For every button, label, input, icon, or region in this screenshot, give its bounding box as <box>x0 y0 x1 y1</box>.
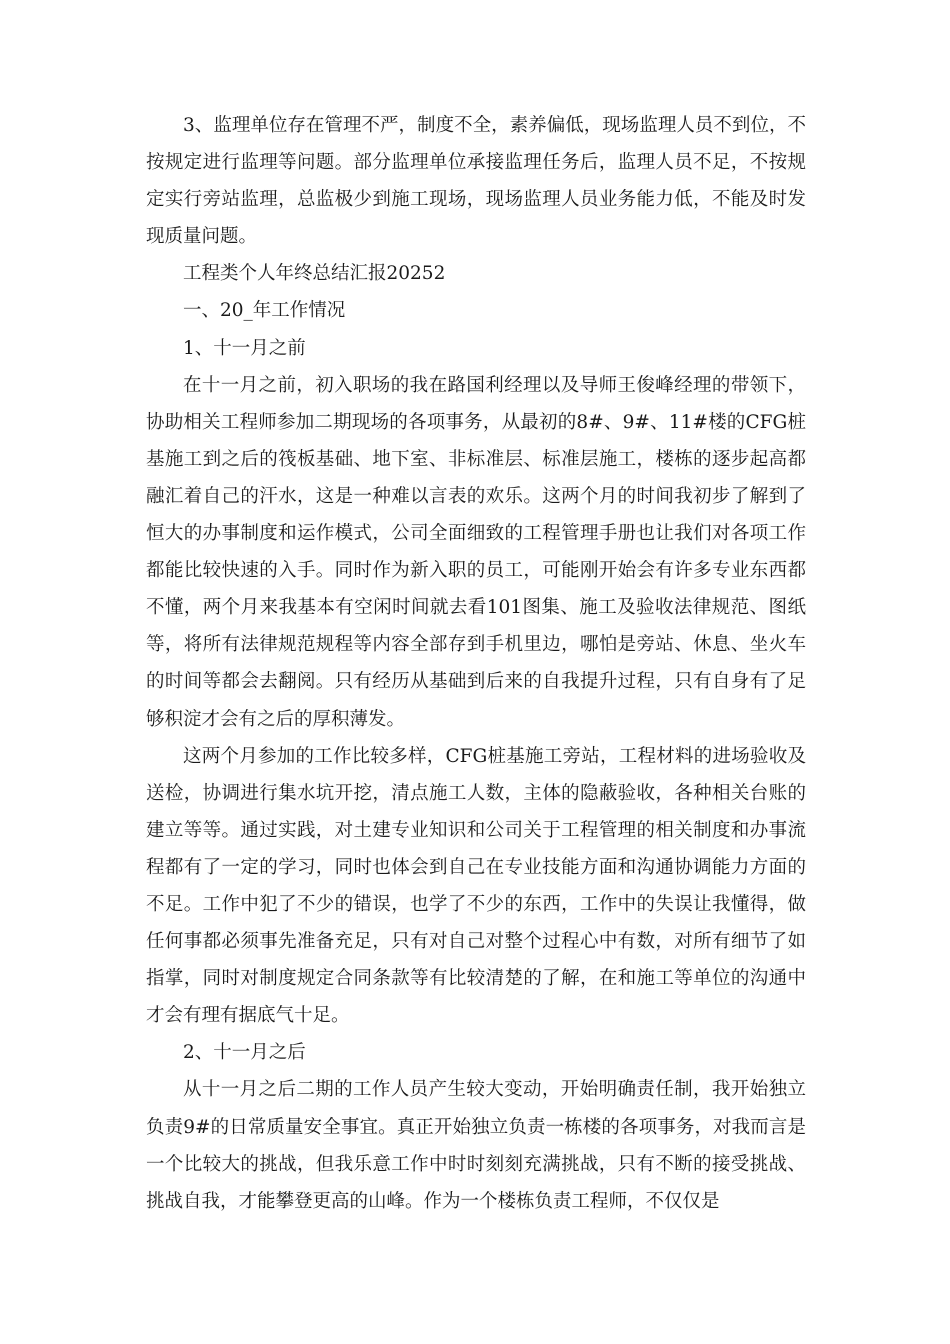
paragraph-before-november-2: 这两个月参加的工作比较多样，CFG桩基施工旁站，工程材料的进场验收及送检，协调进行集水坑开挖，清点施工人数，主体的隐蔽验收，各种相关台账的建立等等。通过实践，对土建专业知识和公司关于工程管理的相关制度和办事流程都有了一定的学习，同时也体会到自己在专业技能方面和沟通协调能力方面的不足。工作中犯了不少的错误，也学了不少的东西，工作中的失误让我懂得，做任何事都必须事先准备充足，只有对自己对整个过程心中有数，对所有细节了如指掌，同时对制度规定合同条款等有比较清楚的了解，在和施工等单位的沟通中才会有理有据底气十足。 <box>146 745 806 1027</box>
document-page <box>146 107 806 1220</box>
section-heading-work-status: 一、20_年工作情况 <box>183 300 346 322</box>
document-title: 工程类个人年终总结汇报20252 <box>183 263 446 285</box>
subsection-heading-after-november: 2、十一月之后 <box>183 1042 306 1064</box>
paragraph-supervision-issues: 3、监理单位存在管理不严，制度不全，素养偏低，现场监理人员不到位，不按规定进行监理等问题。部分监理单位承接监理任务后，监理人员不足，不按规定实行旁站监理，总监极少到施工现场，现场监理人员业务能力低，不能及时发现质量问题。 <box>146 115 806 248</box>
paragraph-after-november: 从十一月之后二期的工作人员产生较大变动，开始明确责任制，我开始独立负责9#的日常质量安全事宜。真正开始独立负责一栋楼的各项事务，对我而言是一个比较大的挑战，但我乐意工作中时时刻刻充满挑战，只有不断的接受挑战、挑战自我，才能攀登更高的山峰。作为一个楼栋负责工程师，不仅仅是 <box>146 1079 806 1212</box>
paragraph-before-november-1: 在十一月之前，初入职场的我在路国利经理以及导师王俊峰经理的带领下，协助相关工程师参加二期现场的各项事务，从最初的8#、9#、11#楼的CFG桩基施工到之后的筏板基础、地下室、非标准层、标准层施工，楼栋的逐步起高都融汇着自己的汗水，这是一种难以言表的欢乐。这两个月的时间我初步了解到了恒大的办事制度和运作模式，公司全面细致的工程管理手册也让我们对各项工作都能比较快速的入手。同时作为新入职的员工，可能刚开始会有许多专业东西都不懂，两个月来我基本有空闲时间就去看101图集、施工及验收法律规范、图纸等，将所有法律规范规程等内容全部存到手机里边，哪怕是旁站、休息、坐火车的时间等都会去翻阅。只有经历从基础到后来的自我提升过程，只有自身有了足够积淀才会有之后的厚积薄发。 <box>146 374 806 730</box>
subsection-heading-before-november: 1、十一月之前 <box>183 337 306 359</box>
